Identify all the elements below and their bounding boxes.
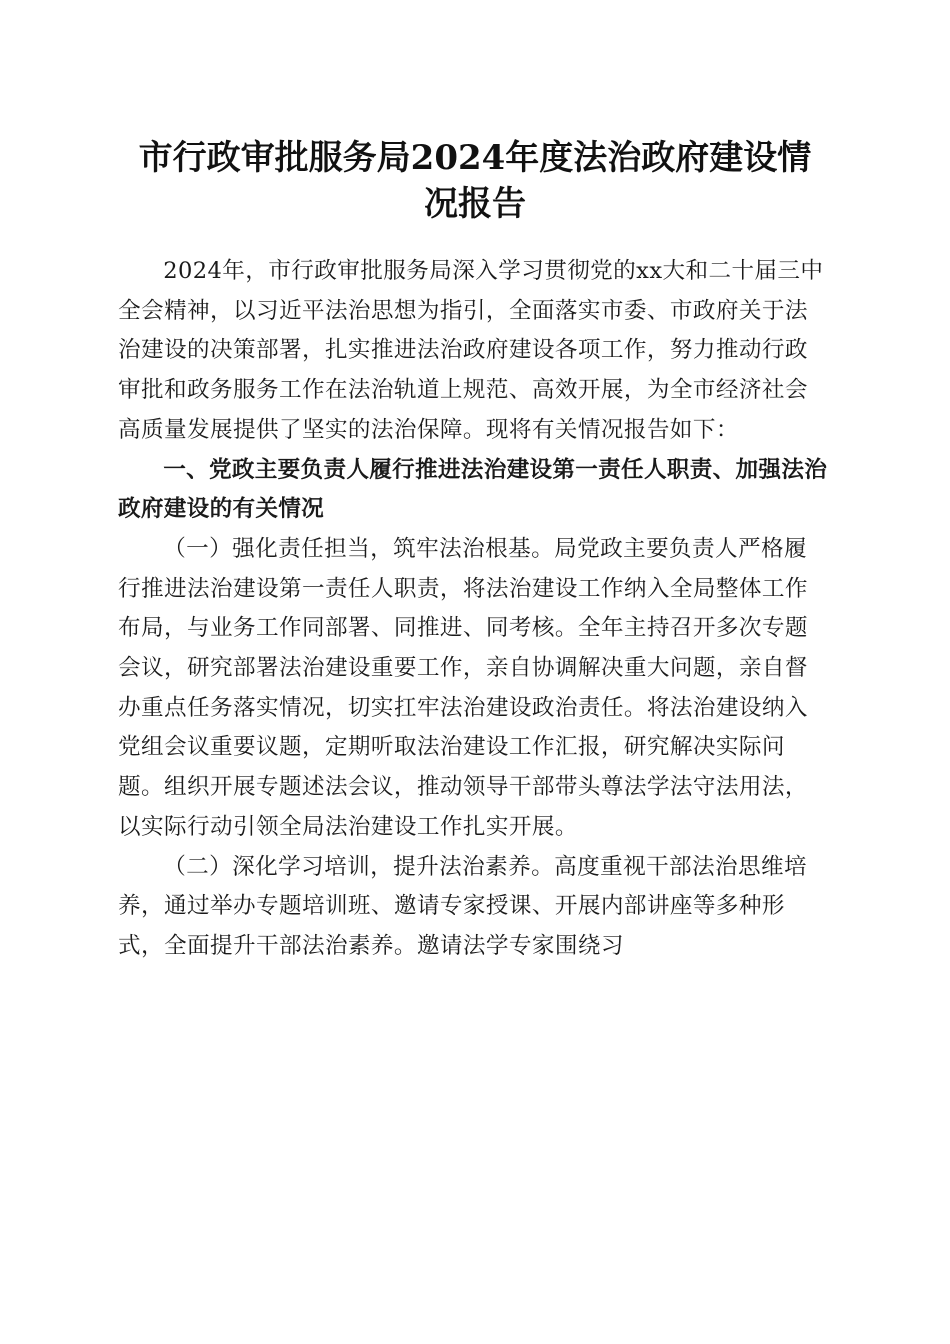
subsection-1-paragraph [118, 530, 830, 848]
subsection-1-lead: （一）强化责任担当，筑牢法治根基。 [163, 535, 555, 562]
intro-paragraph: 2024年，市行政审批服务局深入学习贯彻党的xx大和二十届三中全会精神，以习近平法治思想为指引，全面落实市委、市政府关于法治建设的决策部署，扎实推进法治政府建设各项工作，努力推动行政审批和政务服务工作在法治轨道上规范、高效开展，为全市经济社会高质量发展提供了坚实的法治保障。现将有关情况报告如下： [118, 258, 824, 443]
subsection-2-text: 高度重视干部法治思维培养，通过举办专题培训班、邀请专家授课、开展内部讲座等多种形式，全面提升干部法治素养。邀请法学专家围绕习 [118, 853, 808, 959]
title-line-1: 市行政审批服务局2024年度法治政府建设情 [138, 138, 812, 178]
document-body [118, 252, 830, 967]
section-1-heading: 一、党政主要负责人履行推进法治建设第一责任人职责、加强法治政府建设的有关情况 [118, 456, 828, 523]
subsection-1-text: 局党政主要负责人严格履行推进法治建设第一责任人职责，将法治建设工作纳入全局整体工作布局，与业务工作同部署、同推进、同考核。全年主持召开多次专题会议，研究部署法治建设重要工作，亲自协调解决重大问题，亲自督办重点任务落实情况，切实扛牢法治建设政治责任。将法治建设纳入党组会议重要议题，定期听取法治建设工作汇报，研究解决实际问题。组织开展专题述法会议，推动领导干部带头尊法学法守法用法，以实际行动引领全局法治建设工作扎实开展。 [118, 535, 808, 840]
title-line-2: 况报告 [424, 184, 526, 224]
subsection-2-paragraph [118, 848, 830, 967]
subsection-2-lead: （二）深化学习培训，提升法治素养。 [163, 853, 555, 880]
document-title [100, 135, 850, 227]
